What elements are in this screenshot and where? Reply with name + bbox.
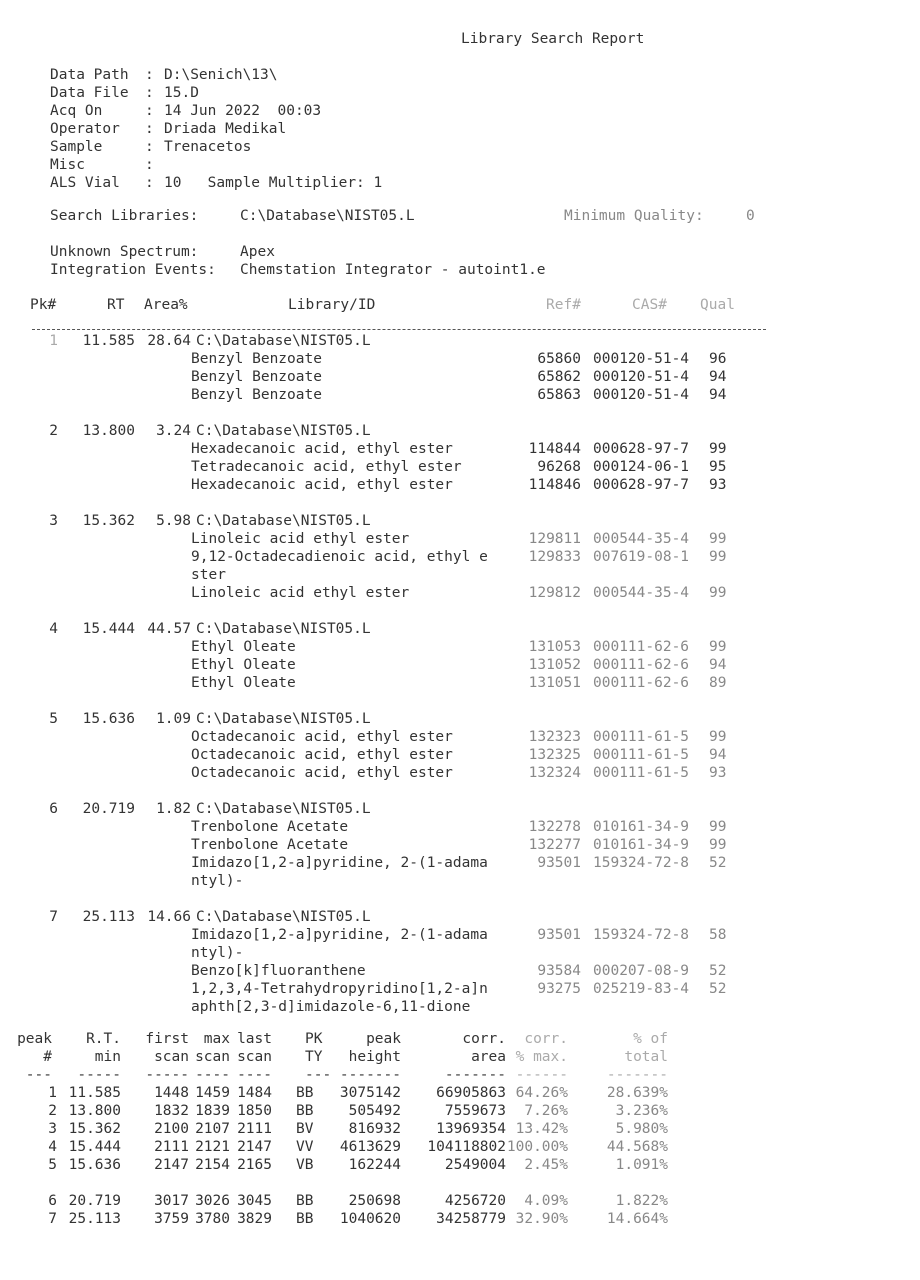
hit-name: Hexadecanoic acid, ethyl ester [191, 477, 453, 493]
peak-number: 4 [49, 621, 58, 637]
summary-cell: 15.444 [68, 1139, 121, 1155]
hit-name: 1,2,3,4-Tetrahydropyridino[1,2-a]n [191, 981, 488, 997]
summary-header-cell: # [43, 1049, 52, 1065]
search-libraries-value: C:\Database\NIST05.L [240, 208, 415, 224]
hit-qual: 52 [709, 981, 727, 997]
col-library: Library/ID [288, 297, 376, 313]
col-rt: RT [107, 297, 125, 313]
header-colon: : [145, 67, 154, 83]
hit-ref: 131052 [528, 657, 581, 673]
summary-cell: 816932 [348, 1121, 401, 1137]
hit-qual: 99 [709, 531, 727, 547]
peak-number: 7 [49, 909, 58, 925]
hit-ref: 114846 [528, 477, 581, 493]
summary-cell: 250698 [348, 1193, 401, 1209]
peak-rt: 15.444 [82, 621, 135, 637]
summary-cell: 1484 [237, 1085, 272, 1101]
hit-ref: 129812 [528, 585, 581, 601]
header-label: Sample [50, 139, 103, 155]
summary-cell: 3026 [195, 1193, 230, 1209]
hit-ref: 93584 [537, 963, 581, 979]
header-colon: : [145, 85, 154, 101]
hit-qual: 99 [709, 585, 727, 601]
col-cas: CAS# [632, 297, 667, 313]
summary-cell: 20.719 [68, 1193, 121, 1209]
peak-number: 5 [49, 711, 58, 727]
summary-header-cell: peak [17, 1031, 52, 1047]
col-ref: Ref# [546, 297, 581, 313]
hit-cas: 000120-51-4 [593, 351, 690, 367]
hit-cas: 000544-35-4 [593, 585, 690, 601]
hit-qual: 58 [709, 927, 727, 943]
summary-header-cell: ------- [606, 1067, 668, 1083]
hit-name: Tetradecanoic acid, ethyl ester [191, 459, 462, 475]
summary-cell: VV [296, 1139, 314, 1155]
hit-name: Ethyl Oleate [191, 639, 296, 655]
peak-area: 3.24 [156, 423, 191, 439]
peak-rt: 13.800 [82, 423, 135, 439]
col-qual: Qual [700, 297, 735, 313]
summary-cell: 3045 [237, 1193, 272, 1209]
report-title: Library Search Report [461, 31, 645, 47]
peak-area: 1.82 [156, 801, 191, 817]
header-value: 15.D [164, 85, 199, 101]
peak-library: C:\Database\NIST05.L [196, 621, 371, 637]
hit-ref: 132278 [528, 819, 581, 835]
summary-cell: 4256720 [444, 1193, 506, 1209]
hit-ref: 132324 [528, 765, 581, 781]
summary-cell: 32.90% [515, 1211, 568, 1227]
hit-cas: 010161-34-9 [593, 819, 690, 835]
summary-header-cell: R.T. [86, 1031, 121, 1047]
header-colon: : [145, 157, 154, 173]
hit-cas: 000207-08-9 [593, 963, 690, 979]
hit-ref: 114844 [528, 441, 581, 457]
hit-cas: 159324-72-8 [593, 927, 690, 943]
hit-ref: 131053 [528, 639, 581, 655]
hit-qual: 94 [709, 747, 727, 763]
summary-cell: 1.091% [615, 1157, 668, 1173]
peak-rt: 15.636 [82, 711, 135, 727]
header-colon: : [145, 139, 154, 155]
summary-cell: 1.822% [615, 1193, 668, 1209]
summary-cell: 2111 [154, 1139, 189, 1155]
hit-qual: 99 [709, 819, 727, 835]
hit-qual: 89 [709, 675, 727, 691]
hit-name: Hexadecanoic acid, ethyl ester [191, 441, 453, 457]
hit-qual: 94 [709, 387, 727, 403]
hit-name: Linoleic acid ethyl ester [191, 585, 410, 601]
peak-area: 44.57 [147, 621, 191, 637]
summary-header-cell: % max. [515, 1049, 568, 1065]
peak-rt: 25.113 [82, 909, 135, 925]
summary-cell: 1832 [154, 1103, 189, 1119]
peak-library: C:\Database\NIST05.L [196, 513, 371, 529]
peak-number: 2 [49, 423, 58, 439]
hit-cas: 000111-61-5 [593, 747, 690, 763]
peak-rt: 11.585 [82, 333, 135, 349]
integration-events-value: Chemstation Integrator - autoint1.e [240, 262, 546, 278]
summary-cell: 64.26% [515, 1085, 568, 1101]
summary-cell: 162244 [348, 1157, 401, 1173]
summary-header-cell: max [203, 1031, 230, 1047]
hit-cas: 025219-83-4 [593, 981, 690, 997]
header-label: Misc [50, 157, 85, 173]
summary-cell: 5.980% [615, 1121, 668, 1137]
search-libraries-label: Search Libraries: [50, 208, 199, 224]
summary-cell: 3759 [154, 1211, 189, 1227]
min-quality-value: 0 [746, 208, 755, 224]
hit-cas: 159324-72-8 [593, 855, 690, 871]
header-colon: : [145, 175, 154, 191]
summary-cell: 1448 [154, 1085, 189, 1101]
summary-cell: 2100 [154, 1121, 189, 1137]
summary-cell: 15.636 [68, 1157, 121, 1173]
summary-cell: 3829 [237, 1211, 272, 1227]
summary-cell: BB [296, 1103, 314, 1119]
hit-cas: 000120-51-4 [593, 369, 690, 385]
hit-name: Ethyl Oleate [191, 675, 296, 691]
hit-qual: 52 [709, 963, 727, 979]
summary-header-cell: corr. [524, 1031, 568, 1047]
hit-name: Linoleic acid ethyl ester [191, 531, 410, 547]
summary-cell: 2.45% [524, 1157, 568, 1173]
summary-header-cell: corr. [462, 1031, 506, 1047]
summary-cell: 4.09% [524, 1193, 568, 1209]
hit-name: Benzo[k]fluoranthene [191, 963, 366, 979]
integration-events-label: Integration Events: [50, 262, 216, 278]
hit-cas: 000111-61-5 [593, 765, 690, 781]
peak-library: C:\Database\NIST05.L [196, 801, 371, 817]
header-value: 10 Sample Multiplier: 1 [164, 175, 383, 191]
peak-area: 5.98 [156, 513, 191, 529]
summary-cell: 2147 [154, 1157, 189, 1173]
peak-rt: 20.719 [82, 801, 135, 817]
summary-cell: 66905863 [436, 1085, 506, 1101]
summary-header-cell: ----- [145, 1067, 189, 1083]
summary-header-cell: total [624, 1049, 668, 1065]
summary-header-cell: % of [633, 1031, 668, 1047]
summary-cell: 14.664% [606, 1211, 668, 1227]
hit-qual: 94 [709, 369, 727, 385]
summary-cell: 1040620 [339, 1211, 401, 1227]
summary-cell: 7.26% [524, 1103, 568, 1119]
peak-library: C:\Database\NIST05.L [196, 333, 371, 349]
hit-name: Ethyl Oleate [191, 657, 296, 673]
hit-name: ster [191, 567, 226, 583]
summary-cell: 3017 [154, 1193, 189, 1209]
hit-qual: 99 [709, 549, 727, 565]
hit-qual: 95 [709, 459, 727, 475]
header-label: Operator [50, 121, 120, 137]
hit-cas: 000111-62-6 [593, 675, 690, 691]
summary-cell: 1459 [195, 1085, 230, 1101]
summary-header-cell: scan [237, 1049, 272, 1065]
summary-cell: 104118802 [427, 1139, 506, 1155]
hit-cas: 000111-62-6 [593, 657, 690, 673]
summary-cell: 15.362 [68, 1121, 121, 1137]
hit-cas: 000124-06-1 [593, 459, 690, 475]
hit-ref: 129833 [528, 549, 581, 565]
hit-name: Imidazo[1,2-a]pyridine, 2-(1-adama [191, 855, 488, 871]
header-value: Trenacetos [164, 139, 252, 155]
summary-header-cell: first [145, 1031, 189, 1047]
summary-cell: BB [296, 1085, 314, 1101]
hit-ref: 65863 [537, 387, 581, 403]
hit-ref: 93501 [537, 855, 581, 871]
peak-library: C:\Database\NIST05.L [196, 423, 371, 439]
summary-cell: 2154 [195, 1157, 230, 1173]
summary-cell: 2107 [195, 1121, 230, 1137]
hit-cas: 000120-51-4 [593, 387, 690, 403]
summary-cell: 505492 [348, 1103, 401, 1119]
header-value: Driada Medikal [164, 121, 287, 137]
summary-cell: 11.585 [68, 1085, 121, 1101]
summary-cell: 13969354 [436, 1121, 506, 1137]
summary-cell: 6 [48, 1193, 57, 1209]
hit-name: 9,12-Octadecadienoic acid, ethyl e [191, 549, 488, 565]
summary-cell: 3 [48, 1121, 57, 1137]
hit-name: aphth[2,3-d]imidazole-6,11-dione [191, 999, 471, 1015]
hit-qual: 93 [709, 765, 727, 781]
hit-name: ntyl)- [191, 873, 244, 889]
summary-header-cell: scan [154, 1049, 189, 1065]
summary-cell: BB [296, 1211, 314, 1227]
summary-cell: 2549004 [444, 1157, 506, 1173]
summary-cell: 3075142 [339, 1085, 401, 1101]
summary-cell: 44.568% [606, 1139, 668, 1155]
summary-cell: 5 [48, 1157, 57, 1173]
peak-library: C:\Database\NIST05.L [196, 909, 371, 925]
peak-area: 28.64 [147, 333, 191, 349]
unknown-spectrum-label: Unknown Spectrum: [50, 244, 199, 260]
hit-name: Benzyl Benzoate [191, 387, 322, 403]
summary-cell: 4613629 [339, 1139, 401, 1155]
min-quality-label: Minimum Quality: [564, 208, 704, 224]
summary-cell: 2147 [237, 1139, 272, 1155]
summary-cell: 2165 [237, 1157, 272, 1173]
hit-name: Octadecanoic acid, ethyl ester [191, 765, 453, 781]
summary-cell: 3780 [195, 1211, 230, 1227]
summary-header-cell: scan [195, 1049, 230, 1065]
summary-cell: 13.42% [515, 1121, 568, 1137]
header-label: Data File [50, 85, 129, 101]
summary-cell: 25.113 [68, 1211, 121, 1227]
hit-ref: 132325 [528, 747, 581, 763]
hit-cas: 007619-08-1 [593, 549, 690, 565]
hit-ref: 93501 [537, 927, 581, 943]
summary-cell: 4 [48, 1139, 57, 1155]
hit-ref: 129811 [528, 531, 581, 547]
peak-library: C:\Database\NIST05.L [196, 711, 371, 727]
summary-cell: 7 [48, 1211, 57, 1227]
summary-cell: 100.00% [506, 1139, 568, 1155]
unknown-spectrum-value: Apex [240, 244, 275, 260]
header-label: Data Path [50, 67, 129, 83]
hit-cas: 000111-62-6 [593, 639, 690, 655]
hit-name: Trenbolone Acetate [191, 819, 349, 835]
summary-cell: 1 [48, 1085, 57, 1101]
summary-cell: 13.800 [68, 1103, 121, 1119]
hit-cas: 000628-97-7 [593, 477, 690, 493]
hit-qual: 99 [709, 729, 727, 745]
summary-header-cell: ------ [515, 1067, 568, 1083]
peak-area: 1.09 [156, 711, 191, 727]
hit-ref: 132277 [528, 837, 581, 853]
summary-header-cell: TY [305, 1049, 323, 1065]
hit-qual: 99 [709, 837, 727, 853]
col-pk: Pk# [30, 297, 57, 313]
peak-area: 14.66 [147, 909, 191, 925]
header-separator [32, 329, 766, 330]
hit-ref: 93275 [537, 981, 581, 997]
hit-cas: 000544-35-4 [593, 531, 690, 547]
summary-header-cell: height [348, 1049, 401, 1065]
summary-header-cell: min [94, 1049, 121, 1065]
hit-cas: 000111-61-5 [593, 729, 690, 745]
hit-name: Octadecanoic acid, ethyl ester [191, 729, 453, 745]
header-colon: : [145, 121, 154, 137]
summary-cell: 2 [48, 1103, 57, 1119]
peak-rt: 15.362 [82, 513, 135, 529]
summary-header-cell: --- [305, 1067, 332, 1083]
summary-cell: 7559673 [444, 1103, 506, 1119]
hit-ref: 131051 [528, 675, 581, 691]
summary-header-cell: ------- [339, 1067, 401, 1083]
peak-number: 6 [49, 801, 58, 817]
header-label: Acq On [50, 103, 103, 119]
summary-cell: 2111 [237, 1121, 272, 1137]
summary-cell: 34258779 [436, 1211, 506, 1227]
header-value: D:\Senich\13\ [164, 67, 278, 83]
hit-name: Benzyl Benzoate [191, 351, 322, 367]
summary-cell: VB [296, 1157, 314, 1173]
hit-ref: 65860 [537, 351, 581, 367]
hit-name: Octadecanoic acid, ethyl ester [191, 747, 453, 763]
summary-header-cell: last [237, 1031, 272, 1047]
summary-header-cell: peak [366, 1031, 401, 1047]
summary-cell: BV [296, 1121, 314, 1137]
summary-cell: 1850 [237, 1103, 272, 1119]
summary-cell: 28.639% [606, 1085, 668, 1101]
summary-cell: 1839 [195, 1103, 230, 1119]
summary-header-cell: area [471, 1049, 506, 1065]
header-label: ALS Vial [50, 175, 120, 191]
summary-header-cell: ------- [444, 1067, 506, 1083]
hit-name: ntyl)- [191, 945, 244, 961]
summary-header-cell: --- [25, 1067, 52, 1083]
hit-name: Benzyl Benzoate [191, 369, 322, 385]
hit-qual: 96 [709, 351, 727, 367]
hit-cas: 010161-34-9 [593, 837, 690, 853]
peak-number: 3 [49, 513, 58, 529]
hit-cas: 000628-97-7 [593, 441, 690, 457]
header-value: 14 Jun 2022 00:03 [164, 103, 322, 119]
summary-cell: 3.236% [615, 1103, 668, 1119]
summary-header-cell: ---- [237, 1067, 272, 1083]
header-colon: : [145, 103, 154, 119]
summary-cell: BB [296, 1193, 314, 1209]
hit-name: Imidazo[1,2-a]pyridine, 2-(1-adama [191, 927, 488, 943]
hit-qual: 93 [709, 477, 727, 493]
hit-ref: 132323 [528, 729, 581, 745]
hit-qual: 99 [709, 639, 727, 655]
hit-name: Trenbolone Acetate [191, 837, 349, 853]
hit-qual: 94 [709, 657, 727, 673]
summary-header-cell: PK [305, 1031, 323, 1047]
hit-qual: 52 [709, 855, 727, 871]
summary-header-cell: ---- [195, 1067, 230, 1083]
col-area: Area% [144, 297, 188, 313]
peak-number: 1 [49, 333, 58, 349]
hit-ref: 65862 [537, 369, 581, 385]
hit-qual: 99 [709, 441, 727, 457]
hit-ref: 96268 [537, 459, 581, 475]
summary-header-cell: ----- [77, 1067, 121, 1083]
summary-cell: 2121 [195, 1139, 230, 1155]
